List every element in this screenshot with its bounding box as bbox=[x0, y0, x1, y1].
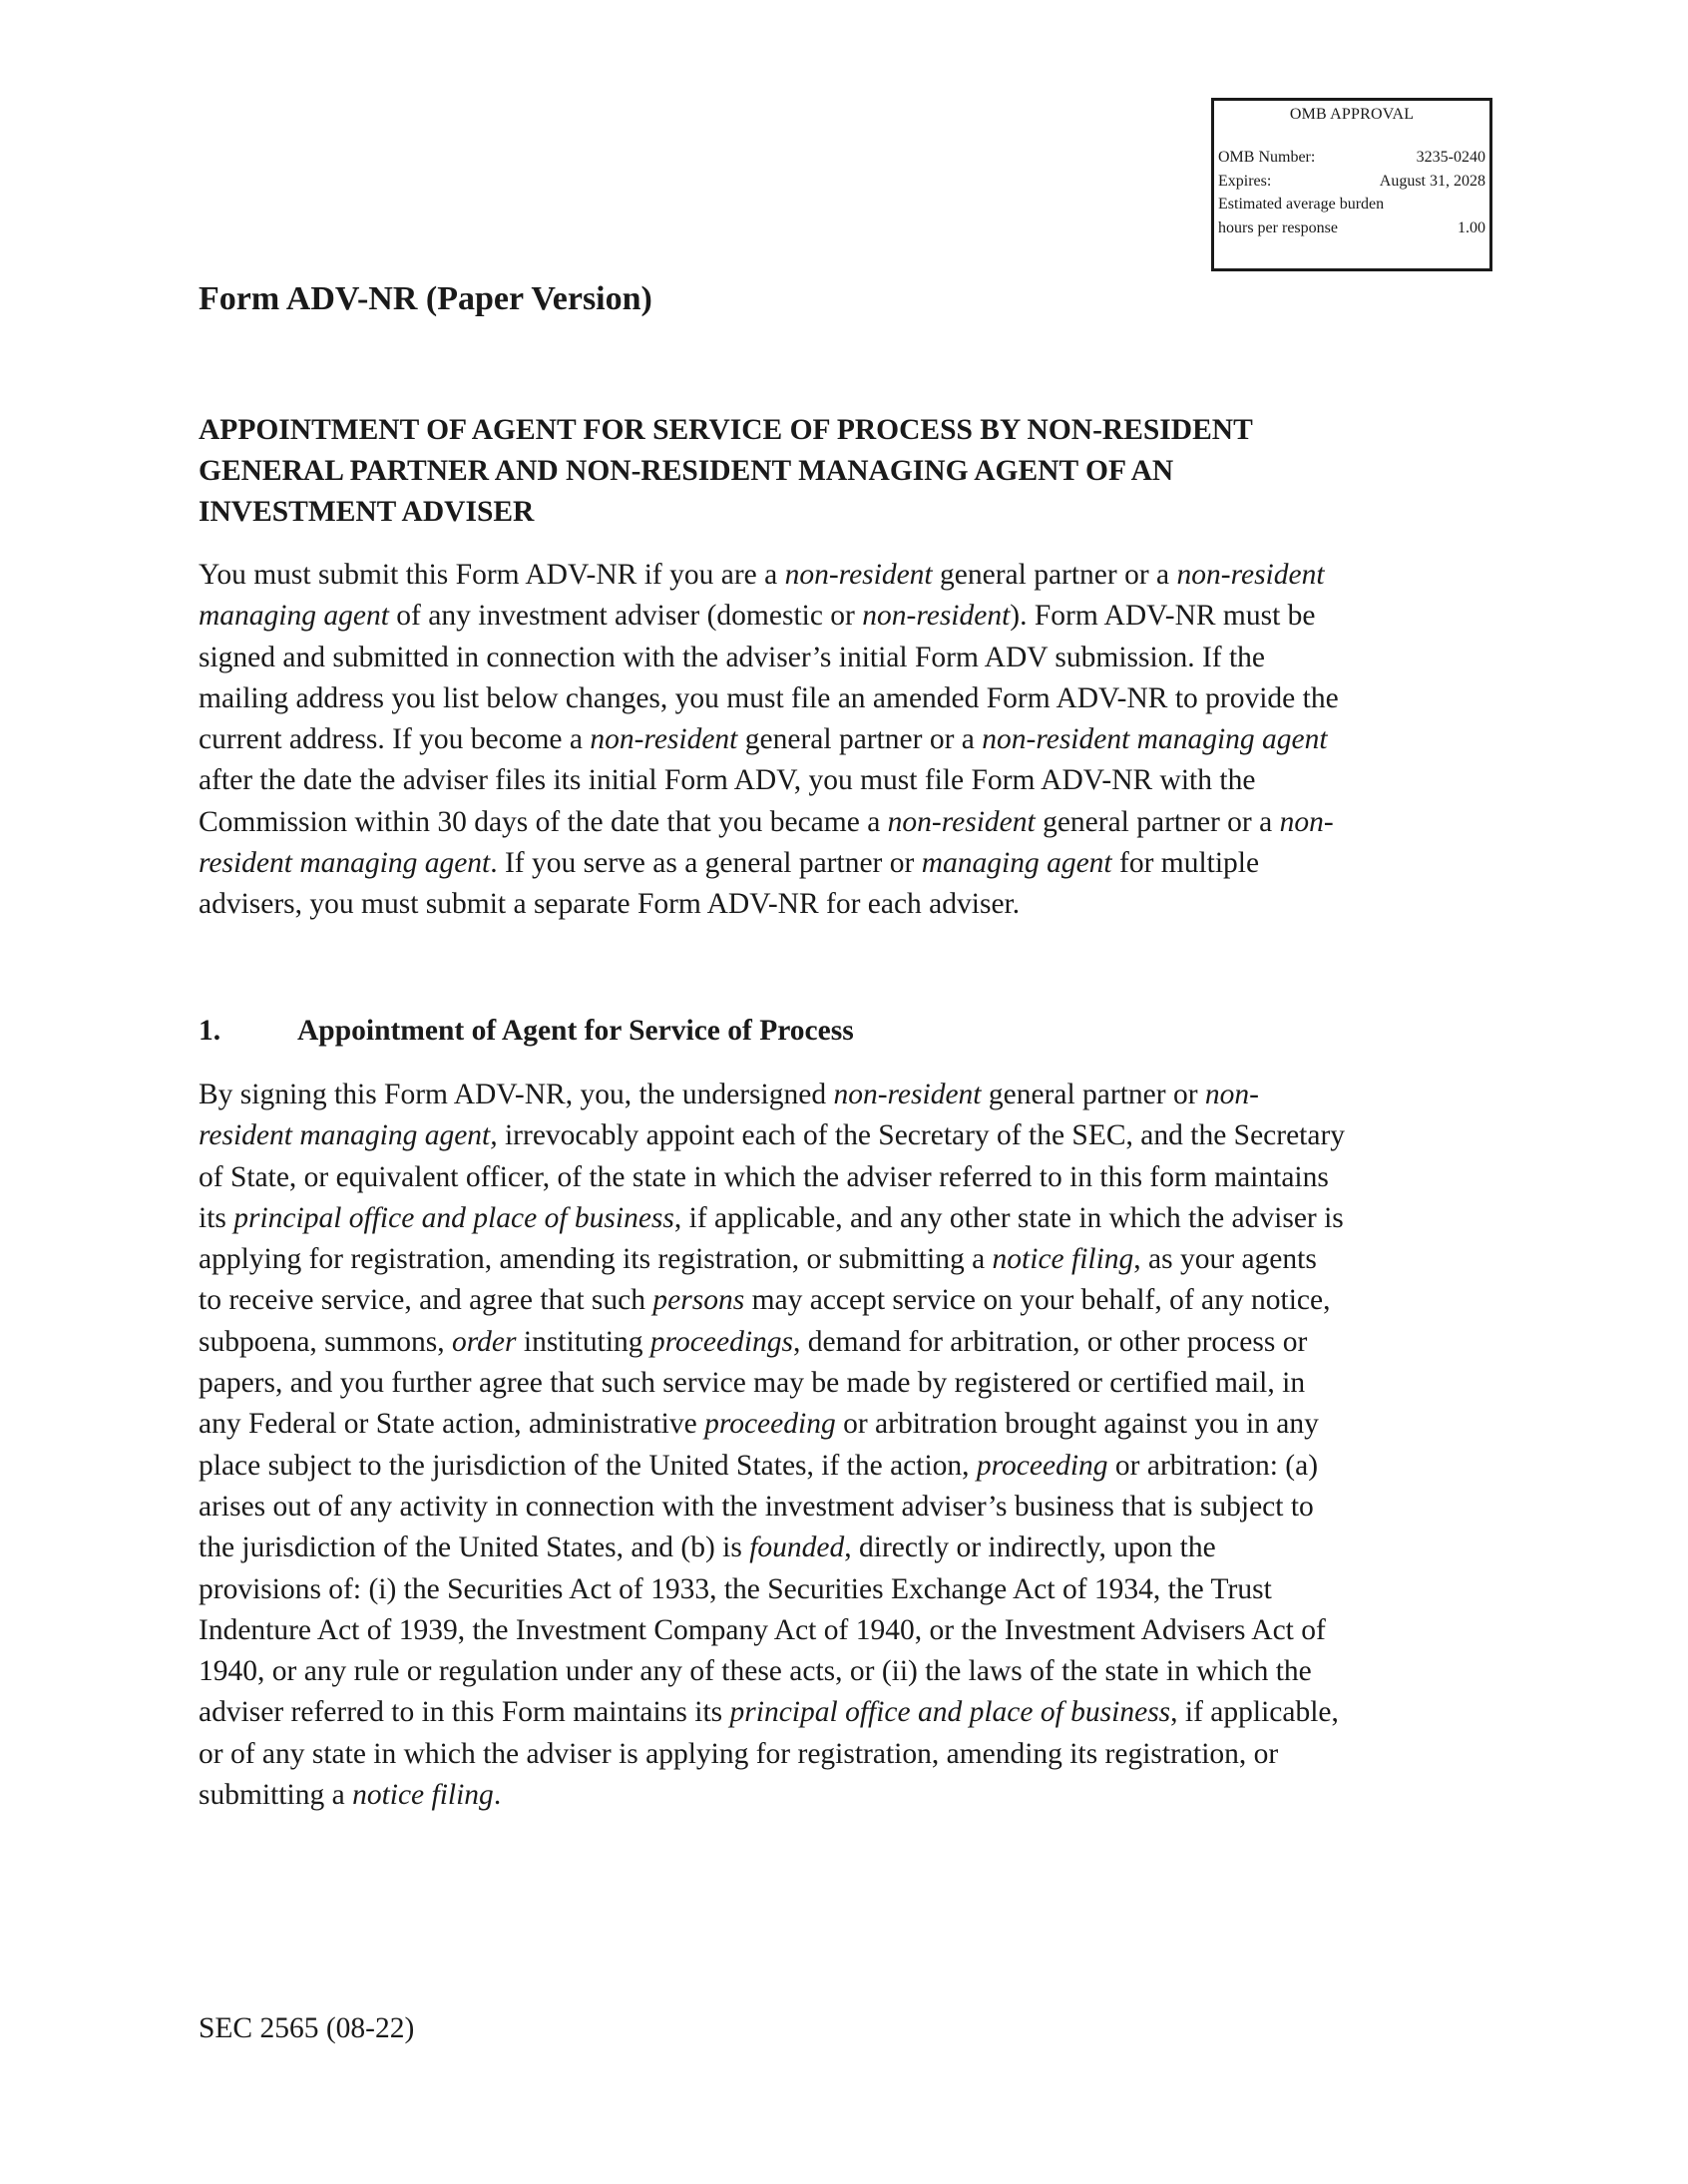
text-run: , if applicable, bbox=[1170, 1696, 1339, 1729]
omb-approval-box bbox=[1211, 98, 1492, 271]
omb-hours-row bbox=[1218, 217, 1485, 240]
paragraph-line bbox=[199, 1280, 1495, 1321]
text-run: may accept service on your behalf, of any notice, bbox=[744, 1284, 1331, 1317]
text-run: place subject to the jurisdiction of the United States, if the action, bbox=[199, 1449, 977, 1482]
form-code-footer: SEC 2565 (08-22) bbox=[199, 2012, 415, 2044]
text-run: 1940, or any rule or regulation under any of these acts, or (ii) the laws of the state in which the bbox=[199, 1655, 1312, 1688]
italic-term: managing agent bbox=[921, 847, 1112, 880]
omb-number-label: OMB Number: bbox=[1218, 149, 1316, 166]
paragraph-line bbox=[199, 1115, 1495, 1156]
text-run: for multiple bbox=[1111, 847, 1260, 880]
main-heading-line: APPOINTMENT OF AGENT FOR SERVICE OF PROCESS BY NON-RESIDENT bbox=[199, 414, 1253, 446]
omb-hours-value: 1.00 bbox=[1458, 218, 1485, 236]
paragraph-line bbox=[199, 1775, 1495, 1816]
paragraph-line bbox=[199, 1404, 1495, 1445]
paragraph-line bbox=[199, 638, 1495, 678]
text-run: , directly or indirectly, upon the bbox=[844, 1531, 1216, 1564]
italic-term: notice filing bbox=[992, 1243, 1134, 1276]
paragraph-line bbox=[199, 1734, 1495, 1775]
paragraph-line bbox=[199, 719, 1495, 760]
italic-term: non-resident bbox=[784, 559, 933, 591]
paragraph-line bbox=[199, 1446, 1495, 1487]
text-run: provisions of: (i) the Securities Act of 1933, the Securities Exchange Act of 1934, the Trust bbox=[199, 1572, 1272, 1605]
text-run: of State, or equivalent officer, of the state in which the adviser referred to in this form maintains bbox=[199, 1160, 1329, 1193]
text-run: to receive service, and agree that such bbox=[199, 1284, 653, 1317]
text-run: of any investment adviser (domestic or bbox=[388, 600, 863, 633]
text-run: , as your agents bbox=[1133, 1243, 1317, 1276]
text-run: Indenture Act of 1939, the Investment Company Act of 1940, or the Investment Advisers Act of bbox=[199, 1613, 1326, 1646]
italic-term: resident managing agent, bbox=[199, 1119, 498, 1152]
text-run: general partner or bbox=[981, 1079, 1205, 1110]
italic-term: order bbox=[452, 1325, 517, 1358]
section-1-paragraph bbox=[199, 1075, 1495, 1816]
text-run: its bbox=[199, 1201, 234, 1234]
italic-term: non-resident bbox=[887, 805, 1036, 838]
italic-term: non- bbox=[1279, 805, 1334, 838]
text-run: instituting bbox=[516, 1325, 650, 1358]
section-1-number: 1. bbox=[199, 1015, 221, 1047]
paragraph-line bbox=[199, 1487, 1495, 1528]
paragraph-line bbox=[199, 1692, 1495, 1733]
main-heading-line: INVESTMENT ADVISER bbox=[199, 496, 535, 529]
italic-term: non-resident bbox=[1176, 559, 1325, 591]
text-run: . bbox=[493, 1779, 502, 1812]
omb-number-row bbox=[1218, 146, 1485, 170]
paragraph-line bbox=[199, 843, 1495, 884]
text-run: Commission within 30 days of the date that you became a bbox=[199, 805, 888, 838]
text-run: or arbitration: (a) bbox=[1107, 1449, 1319, 1482]
omb-burden-label: Estimated average burden bbox=[1218, 196, 1385, 213]
paragraph-line bbox=[199, 1651, 1495, 1692]
text-run: any Federal or State action, administrative bbox=[199, 1408, 705, 1441]
paragraph-line bbox=[199, 1157, 1495, 1198]
paragraph-line bbox=[199, 1528, 1495, 1568]
paragraph-line bbox=[199, 1363, 1495, 1404]
italic-term: resident managing agent bbox=[199, 847, 491, 880]
text-run: submitting a bbox=[199, 1779, 353, 1812]
paragraph-line bbox=[199, 1198, 1495, 1239]
paragraph-line bbox=[199, 802, 1495, 843]
omb-approval-title: OMB APPROVAL bbox=[1289, 106, 1415, 123]
italic-term: non- bbox=[1204, 1079, 1259, 1110]
text-run: , demand for arbitration, or other process or bbox=[793, 1325, 1308, 1358]
paragraph-line bbox=[199, 1569, 1495, 1610]
text-run: after the date the adviser files its initial Form ADV, you must file Form ADV-NR with the bbox=[199, 764, 1256, 797]
omb-approval-rows bbox=[1218, 146, 1485, 239]
italic-term: founded bbox=[749, 1531, 845, 1564]
text-run: the jurisdiction of the United States, and (b) is bbox=[199, 1531, 750, 1564]
text-run: mailing address you list below changes, you must file an amended Form ADV-NR to provide the bbox=[199, 681, 1339, 714]
omb-expires-value: August 31, 2028 bbox=[1379, 172, 1485, 190]
text-run: By signing this Form ADV-NR, you, the undersigned bbox=[199, 1079, 834, 1110]
omb-burden-row bbox=[1218, 193, 1485, 217]
paragraph-line bbox=[199, 596, 1495, 637]
text-run: applying for registration, amending its registration, or submitting a bbox=[199, 1243, 993, 1276]
omb-expires-label: Expires: bbox=[1218, 172, 1272, 190]
paragraph-line bbox=[199, 1239, 1495, 1280]
italic-term: principal office and place of business bbox=[233, 1201, 674, 1234]
section-1-heading bbox=[199, 1011, 854, 1051]
paragraph-line bbox=[199, 678, 1495, 719]
paragraph-line bbox=[199, 1322, 1495, 1363]
main-heading-line: GENERAL PARTNER AND NON-RESIDENT MANAGING AGENT OF AN bbox=[199, 455, 1174, 488]
omb-expires-row bbox=[1218, 170, 1485, 194]
italic-term: non-resident bbox=[862, 600, 1011, 633]
text-run: , if applicable, and any other state in which the adviser is bbox=[673, 1201, 1344, 1234]
italic-term: managing agent bbox=[199, 600, 389, 633]
text-run: adviser referred to in this Form maintains its bbox=[199, 1696, 730, 1729]
paragraph-line bbox=[199, 1075, 1495, 1115]
section-1-title: Appointment of Agent for Service of Process bbox=[297, 1015, 854, 1047]
text-run: arises out of any activity in connection with the investment adviser’s business that is subject to bbox=[199, 1490, 1314, 1523]
italic-term: persons bbox=[652, 1284, 745, 1317]
italic-term: non-resident bbox=[833, 1079, 982, 1110]
text-run: general partner or a bbox=[932, 559, 1177, 591]
paragraph-line bbox=[199, 884, 1495, 925]
italic-term: non-resident bbox=[590, 723, 738, 756]
italic-term: non-resident managing agent bbox=[982, 723, 1328, 756]
italic-term: proceeding bbox=[976, 1449, 1108, 1482]
text-run: subpoena, summons, bbox=[199, 1325, 453, 1358]
text-run: or of any state in which the adviser is applying for registration, amending its registration, or bbox=[199, 1737, 1279, 1770]
text-run: or arbitration brought against you in any bbox=[835, 1408, 1319, 1441]
italic-term: notice filing bbox=[352, 1779, 494, 1812]
omb-number-value: 3235-0240 bbox=[1416, 149, 1485, 166]
italic-term: principal office and place of business bbox=[729, 1696, 1171, 1729]
text-run: current address. If you become a bbox=[199, 723, 591, 756]
paragraph-line bbox=[199, 555, 1495, 596]
text-run: irrevocably appoint each of the Secretary of the SEC, and the Secretary bbox=[497, 1119, 1346, 1152]
main-heading bbox=[199, 410, 1495, 534]
italic-term: proceeding bbox=[704, 1408, 836, 1441]
text-run: advisers, you must submit a separate Form ADV-NR for each adviser. bbox=[199, 888, 1021, 921]
paragraph-line bbox=[199, 1610, 1495, 1651]
text-run: signed and submitted in connection with the adviser’s initial Form ADV submission. If the bbox=[199, 641, 1266, 673]
text-run: general partner or a bbox=[737, 723, 983, 756]
italic-term: proceedings bbox=[649, 1325, 794, 1358]
text-run: ). Form ADV-NR must be bbox=[1010, 600, 1316, 633]
omb-hours-label: hours per response bbox=[1218, 218, 1338, 236]
text-run: papers, and you further agree that such service may be made by registered or certified mail, in bbox=[199, 1367, 1306, 1400]
text-run: You must submit this Form ADV-NR if you are a bbox=[199, 559, 785, 591]
text-run: general partner or a bbox=[1035, 805, 1280, 838]
paragraph-line bbox=[199, 760, 1495, 801]
form-title: Form ADV-NR (Paper Version) bbox=[199, 280, 652, 317]
intro-paragraph bbox=[199, 555, 1495, 926]
text-run: . If you serve as a general partner or bbox=[490, 847, 922, 880]
